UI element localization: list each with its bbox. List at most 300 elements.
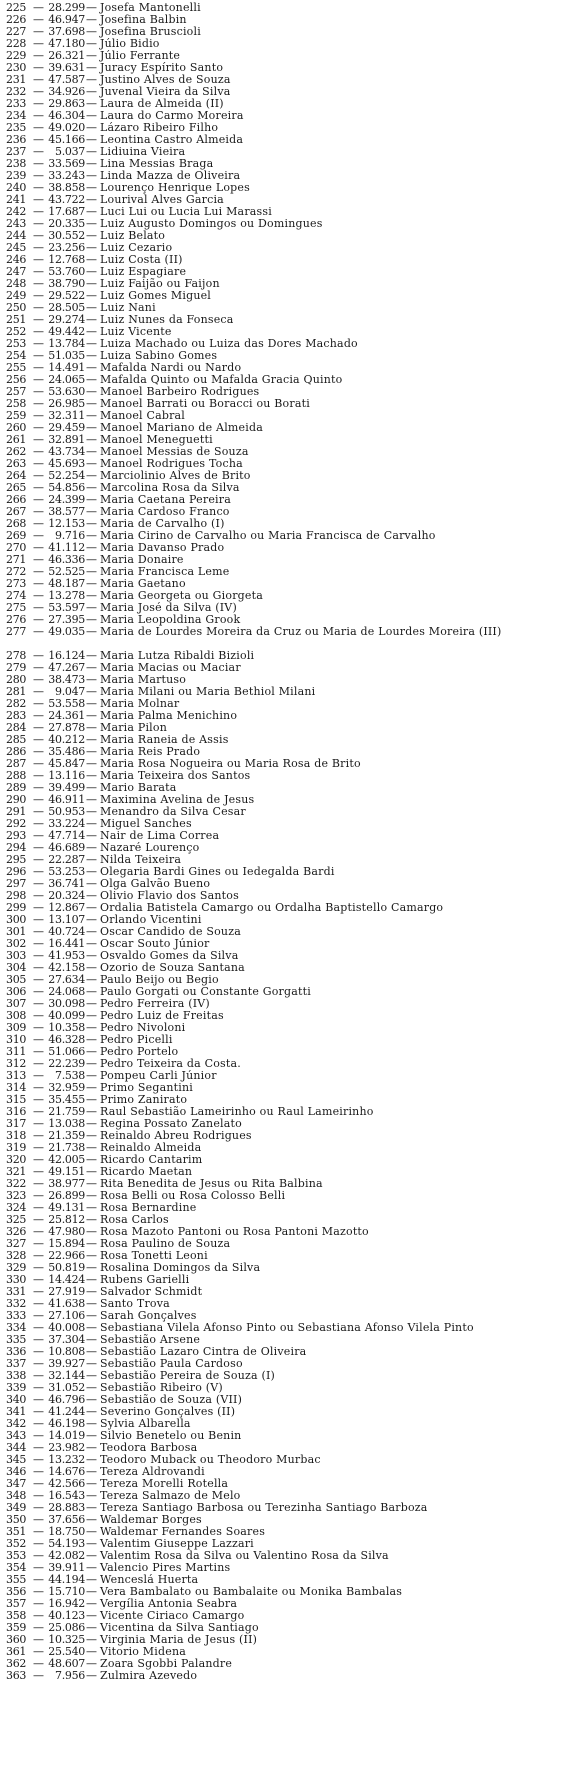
separator-dash: —	[33, 1070, 44, 1082]
entry-value: 51.066	[48, 1046, 85, 1058]
entry-number: 355	[6, 1574, 27, 1586]
separator-dash: —	[33, 794, 44, 806]
separator-dash: —	[86, 98, 97, 110]
list-item	[6, 854, 572, 866]
separator-dash: —	[33, 650, 44, 662]
entry-name: Maria Rosa Nogueira ou Maria Rosa de Brito	[100, 758, 361, 770]
list-item	[6, 674, 572, 686]
list-item	[6, 278, 572, 290]
entry-number: 258	[6, 398, 27, 410]
entry-number: 325	[6, 1214, 27, 1226]
entry-number: 261	[6, 434, 27, 446]
entry-value: 46.911	[48, 794, 85, 806]
entry-name: Tereza Santiago Barbosa ou Terezinha Santiago Barboza	[100, 1502, 428, 1514]
list-item	[6, 134, 572, 146]
list-item	[6, 1118, 572, 1130]
entry-number: 240	[6, 182, 27, 194]
separator-dash: —	[86, 866, 97, 878]
entry-name: Pedro Teixeira da Costa.	[100, 1058, 241, 1070]
entry-number: 357	[6, 1598, 27, 1610]
entry-name: Menandro da Silva Cesar	[100, 806, 246, 818]
separator-dash: —	[33, 986, 44, 998]
entry-number: 300	[6, 914, 27, 926]
entry-value: 50.953	[48, 806, 85, 818]
separator-dash: —	[86, 1598, 97, 1610]
entry-number: 321	[6, 1166, 27, 1178]
entry-number: 286	[6, 746, 27, 758]
separator-dash: —	[86, 890, 97, 902]
list-item	[6, 1358, 572, 1370]
separator-dash: —	[33, 1490, 44, 1502]
entry-name: Ordalia Batistela Camargo ou Ordalha Baptistello Camargo	[100, 902, 444, 914]
separator-dash: —	[86, 1478, 97, 1490]
entry-name: Ricardo Cantarim	[100, 1154, 203, 1166]
entry-value: 24.068	[48, 986, 85, 998]
separator-dash: —	[33, 1646, 44, 1658]
entry-value: 22.287	[48, 854, 85, 866]
separator-dash: —	[33, 1274, 44, 1286]
entry-number: 281	[6, 686, 27, 698]
entry-value: 13.784	[48, 338, 85, 350]
list-item	[6, 878, 572, 890]
entry-number: 278	[6, 650, 27, 662]
separator-dash: —	[86, 1310, 97, 1322]
separator-dash: —	[86, 1034, 97, 1046]
entry-number: 356	[6, 1586, 27, 1598]
separator-dash: —	[33, 482, 44, 494]
separator-dash: —	[33, 1334, 44, 1346]
entry-number: 346	[6, 1466, 27, 1478]
separator-dash: —	[86, 182, 97, 194]
list-item	[6, 1562, 572, 1574]
separator-dash: —	[86, 1322, 97, 1334]
entry-value: 14.491	[48, 362, 85, 374]
separator-dash: —	[86, 422, 97, 434]
entry-number: 249	[6, 290, 27, 302]
entry-name: Rosa Tonetti Leoni	[100, 1250, 208, 1262]
entry-value: 46.328	[48, 1034, 85, 1046]
entry-number: 233	[6, 98, 27, 110]
entry-value: 25.540	[48, 1646, 85, 1658]
entry-value: 31.052	[48, 1382, 85, 1394]
entry-value: 42.082	[48, 1550, 85, 1562]
separator-dash: —	[33, 98, 44, 110]
entry-number: 360	[6, 1634, 27, 1646]
entry-number: 318	[6, 1130, 27, 1142]
entry-name: Luiz Costa (II)	[100, 254, 183, 266]
separator-dash: —	[86, 542, 97, 554]
separator-dash: —	[86, 1346, 97, 1358]
list-item	[6, 422, 572, 434]
entry-name: Pedro Ferreira (IV)	[100, 998, 210, 1010]
entry-number: 251	[6, 314, 27, 326]
entry-value: 28.505	[48, 302, 85, 314]
separator-dash: —	[86, 1202, 97, 1214]
entry-name: Manoel Rodrigues Tocha	[100, 458, 243, 470]
entry-number: 296	[6, 866, 27, 878]
separator-dash: —	[86, 1514, 97, 1526]
separator-dash: —	[33, 110, 44, 122]
separator-dash: —	[86, 1142, 97, 1154]
entry-number: 290	[6, 794, 27, 806]
separator-dash: —	[86, 254, 97, 266]
list-item	[6, 1106, 572, 1118]
list-item	[6, 626, 572, 650]
separator-dash: —	[86, 662, 97, 674]
list-item	[6, 194, 572, 206]
entry-number: 322	[6, 1178, 27, 1190]
entry-number: 253	[6, 338, 27, 350]
entry-name: Valentim Giuseppe Lazzari	[100, 1538, 254, 1550]
entry-number: 362	[6, 1658, 27, 1670]
separator-dash: —	[86, 770, 97, 782]
entry-value: 29.459	[48, 422, 85, 434]
entry-number: 312	[6, 1058, 27, 1070]
entry-number: 225	[6, 2, 27, 14]
entry-value: 26.321	[48, 50, 85, 62]
entry-name: Sebastiana Vilela Afonso Pinto ou Sebastiana Afonso Vilela Pinto	[100, 1322, 474, 1334]
separator-dash: —	[86, 1178, 97, 1190]
entry-number: 226	[6, 14, 27, 26]
list-item	[6, 1238, 572, 1250]
entry-name: Maria Cirino de Carvalho ou Maria Francisca de Carvalho	[100, 530, 436, 542]
list-item	[6, 602, 572, 614]
separator-dash: —	[33, 1310, 44, 1322]
separator-dash: —	[33, 890, 44, 902]
entry-number: 320	[6, 1154, 27, 1166]
separator-dash: —	[33, 1670, 44, 1682]
list-item	[6, 998, 572, 1010]
list-item	[6, 1022, 572, 1034]
list-item	[6, 662, 572, 674]
entry-value: 13.038	[48, 1118, 85, 1130]
entry-name: Rosa Belli ou Rosa Colosso Belli	[100, 1190, 286, 1202]
entry-number: 316	[6, 1106, 27, 1118]
list-item	[6, 1646, 572, 1658]
entry-name: Manoel Messias de Souza	[100, 446, 249, 458]
entry-value: 47.980	[48, 1226, 85, 1238]
entry-value: 22.239	[48, 1058, 85, 1070]
entry-value: 41.244	[48, 1406, 85, 1418]
entry-number: 243	[6, 218, 27, 230]
entry-number: 255	[6, 362, 27, 374]
separator-dash: —	[86, 794, 97, 806]
list-item	[6, 398, 572, 410]
separator-dash: —	[86, 830, 97, 842]
separator-dash: —	[33, 26, 44, 38]
separator-dash: —	[86, 530, 97, 542]
list-item	[6, 1130, 572, 1142]
separator-dash: —	[86, 590, 97, 602]
separator-dash: —	[33, 1562, 44, 1574]
entry-name: Primo Segantini	[100, 1082, 193, 1094]
separator-dash: —	[33, 1358, 44, 1370]
entry-number: 231	[6, 74, 27, 86]
entry-value: 16.441	[48, 938, 85, 950]
entry-name: Wenceslá Huerta	[100, 1574, 199, 1586]
entry-name: Maria Georgeta ou Giorgeta	[100, 590, 263, 602]
list-item	[6, 1466, 572, 1478]
entry-value: 13.232	[48, 1454, 85, 1466]
entry-name: Osvaldo Gomes da Silva	[100, 950, 239, 962]
separator-dash: —	[86, 902, 97, 914]
entry-number: 237	[6, 146, 27, 158]
separator-dash: —	[86, 122, 97, 134]
entry-value: 13.116	[48, 770, 85, 782]
separator-dash: —	[86, 758, 97, 770]
entry-value: 36.741	[48, 878, 85, 890]
list-item	[6, 830, 572, 842]
separator-dash: —	[33, 1550, 44, 1562]
separator-dash: —	[33, 710, 44, 722]
separator-dash: —	[86, 290, 97, 302]
list-item	[6, 866, 572, 878]
entry-number: 245	[6, 242, 27, 254]
entry-value: 14.676	[48, 1466, 85, 1478]
list-item	[6, 818, 572, 830]
list-item	[6, 794, 572, 806]
list-item	[6, 1490, 572, 1502]
separator-dash: —	[33, 1538, 44, 1550]
entry-value: 10.808	[48, 1346, 85, 1358]
entry-number: 232	[6, 86, 27, 98]
entry-value: 53.630	[48, 386, 85, 398]
entry-value: 46.336	[48, 554, 85, 566]
list-item	[6, 98, 572, 110]
separator-dash: —	[33, 326, 44, 338]
entry-number: 275	[6, 602, 27, 614]
entry-number: 272	[6, 566, 27, 578]
list-item	[6, 1406, 572, 1418]
entry-number: 265	[6, 482, 27, 494]
entry-name: Luiz Nunes da Fonseca	[100, 314, 234, 326]
entry-name: Júlio Ferrante	[100, 50, 181, 62]
separator-dash: —	[86, 1658, 97, 1670]
entry-value: 48.607	[48, 1658, 85, 1670]
list-item	[6, 566, 572, 578]
entry-name: Maria Francisca Leme	[100, 566, 230, 578]
list-item	[6, 734, 572, 746]
entry-value: 47.267	[48, 662, 85, 674]
list-item	[6, 890, 572, 902]
entry-number: 256	[6, 374, 27, 386]
entry-number: 239	[6, 170, 27, 182]
entry-number: 311	[6, 1046, 27, 1058]
separator-dash: —	[86, 734, 97, 746]
separator-dash: —	[86, 1334, 97, 1346]
entry-name: Orlando Vicentini	[100, 914, 202, 926]
separator-dash: —	[33, 338, 44, 350]
list-item	[6, 590, 572, 602]
entry-name: Lourenço Henrique Lopes	[100, 182, 250, 194]
separator-dash: —	[86, 74, 97, 86]
separator-dash: —	[33, 1658, 44, 1670]
separator-dash: —	[33, 1022, 44, 1034]
entry-number: 287	[6, 758, 27, 770]
list-item	[6, 1070, 572, 1082]
separator-dash: —	[33, 206, 44, 218]
separator-dash: —	[33, 1574, 44, 1586]
entry-value: 24.065	[48, 374, 85, 386]
list-item	[6, 110, 572, 122]
separator-dash: —	[86, 266, 97, 278]
entry-value: 16.543	[48, 1490, 85, 1502]
list-item	[6, 542, 572, 554]
entry-number: 343	[6, 1430, 27, 1442]
entry-value: 33.224	[48, 818, 85, 830]
separator-dash: —	[33, 278, 44, 290]
list-item	[6, 1046, 572, 1058]
separator-dash: —	[33, 578, 44, 590]
entry-number: 317	[6, 1118, 27, 1130]
separator-dash: —	[33, 626, 44, 638]
entry-number: 344	[6, 1442, 27, 1454]
separator-dash: —	[86, 614, 97, 626]
list-item	[6, 1670, 572, 1682]
entry-name: Josefa Mantonelli	[100, 2, 201, 14]
entry-number: 274	[6, 590, 27, 602]
separator-dash: —	[86, 842, 97, 854]
entry-value: 48.187	[48, 578, 85, 590]
list-item	[6, 1058, 572, 1070]
entry-value: 16.124	[48, 650, 85, 662]
list-item	[6, 1430, 572, 1442]
separator-dash: —	[86, 26, 97, 38]
entry-number: 263	[6, 458, 27, 470]
entry-number: 297	[6, 878, 27, 890]
list-item	[6, 410, 572, 422]
separator-dash: —	[86, 1070, 97, 1082]
entry-number: 238	[6, 158, 27, 170]
entry-number: 345	[6, 1454, 27, 1466]
entry-name: Oscar Candido de Souza	[100, 926, 241, 938]
separator-dash: —	[86, 674, 97, 686]
entry-name: Maria Gaetano	[100, 578, 186, 590]
list-item	[6, 482, 572, 494]
entry-value: 47.180	[48, 38, 85, 50]
entry-name: Raul Sebastião Lameirinho ou Raul Lameirinho	[100, 1106, 374, 1118]
separator-dash: —	[33, 398, 44, 410]
separator-dash: —	[86, 458, 97, 470]
separator-dash: —	[33, 1442, 44, 1454]
entry-value: 24.361	[48, 710, 85, 722]
entry-name: Juvenal Vieira da Silva	[100, 86, 231, 98]
separator-dash: —	[33, 1118, 44, 1130]
entry-number: 324	[6, 1202, 27, 1214]
separator-dash: —	[86, 1634, 97, 1646]
entry-value: 38.790	[48, 278, 85, 290]
entry-value: 29.522	[48, 290, 85, 302]
separator-dash: —	[86, 14, 97, 26]
separator-dash: —	[33, 1394, 44, 1406]
separator-dash: —	[86, 650, 97, 662]
entry-name: Tereza Morelli Rotella	[100, 1478, 229, 1490]
list-item	[6, 1082, 572, 1094]
entry-name: Manoel Barrati ou Boracci ou Borati	[100, 398, 310, 410]
separator-dash: —	[33, 758, 44, 770]
entry-number: 304	[6, 962, 27, 974]
list-item	[6, 1502, 572, 1514]
separator-dash: —	[33, 1190, 44, 1202]
entry-name: Reinaldo Abreu Rodrigues	[100, 1130, 252, 1142]
entry-name: Pedro Picelli	[100, 1034, 173, 1046]
separator-dash: —	[86, 1166, 97, 1178]
list-item	[6, 362, 572, 374]
entry-number: 348	[6, 1490, 27, 1502]
entry-number: 354	[6, 1562, 27, 1574]
entry-number: 327	[6, 1238, 27, 1250]
entry-number: 303	[6, 950, 27, 962]
separator-dash: —	[33, 1286, 44, 1298]
entry-value: 47.587	[48, 74, 85, 86]
separator-dash: —	[86, 1130, 97, 1142]
entry-name: Luiz Vicente	[100, 326, 172, 338]
separator-dash: —	[33, 998, 44, 1010]
separator-dash: —	[33, 1166, 44, 1178]
entry-value: 14.019	[48, 1430, 85, 1442]
entry-value: 42.005	[48, 1154, 85, 1166]
separator-dash: —	[86, 242, 97, 254]
entry-name: Pedro Portelo	[100, 1046, 179, 1058]
entry-value: 25.086	[48, 1622, 85, 1634]
separator-dash: —	[86, 950, 97, 962]
list-item	[6, 1346, 572, 1358]
entry-number: 336	[6, 1346, 27, 1358]
entry-name: Luiza Machado ou Luiza das Dores Machado	[100, 338, 358, 350]
entry-value: 14.424	[48, 1274, 85, 1286]
entry-number: 353	[6, 1550, 27, 1562]
list-item	[6, 302, 572, 314]
entry-name: Sebastião Pereira de Souza (I)	[100, 1370, 275, 1382]
list-item	[6, 1190, 572, 1202]
list-item	[6, 758, 572, 770]
list-item	[6, 1454, 572, 1466]
list-item	[6, 1250, 572, 1262]
separator-dash: —	[86, 1502, 97, 1514]
entry-value: 21.759	[48, 1106, 85, 1118]
separator-dash: —	[86, 1466, 97, 1478]
list-item	[6, 266, 572, 278]
entry-name: Vergília Antonia Seabra	[100, 1598, 238, 1610]
separator-dash: —	[33, 1298, 44, 1310]
entry-value: 53.597	[48, 602, 85, 614]
separator-dash: —	[86, 938, 97, 950]
entry-name: Olivio Flavio dos Santos	[100, 890, 239, 902]
list-item	[6, 962, 572, 974]
list-item	[6, 1622, 572, 1634]
entry-value: 37.698	[48, 26, 85, 38]
separator-dash: —	[86, 818, 97, 830]
separator-dash: —	[33, 878, 44, 890]
separator-dash: —	[33, 830, 44, 842]
list-item	[6, 38, 572, 50]
entry-number: 289	[6, 782, 27, 794]
separator-dash: —	[86, 314, 97, 326]
separator-dash: —	[33, 1610, 44, 1622]
entry-number: 306	[6, 986, 27, 998]
separator-dash: —	[33, 962, 44, 974]
separator-dash: —	[33, 134, 44, 146]
separator-dash: —	[33, 1106, 44, 1118]
entry-name: Manoel Mariano de Almeida	[100, 422, 263, 434]
separator-dash: —	[33, 1250, 44, 1262]
entry-name: Pedro Luiz de Freitas	[100, 1010, 224, 1022]
separator-dash: —	[86, 2, 97, 14]
list-item	[6, 494, 572, 506]
separator-dash: —	[86, 1274, 97, 1286]
entry-name: Maria Palma Menichino	[100, 710, 238, 722]
separator-dash: —	[33, 1370, 44, 1382]
